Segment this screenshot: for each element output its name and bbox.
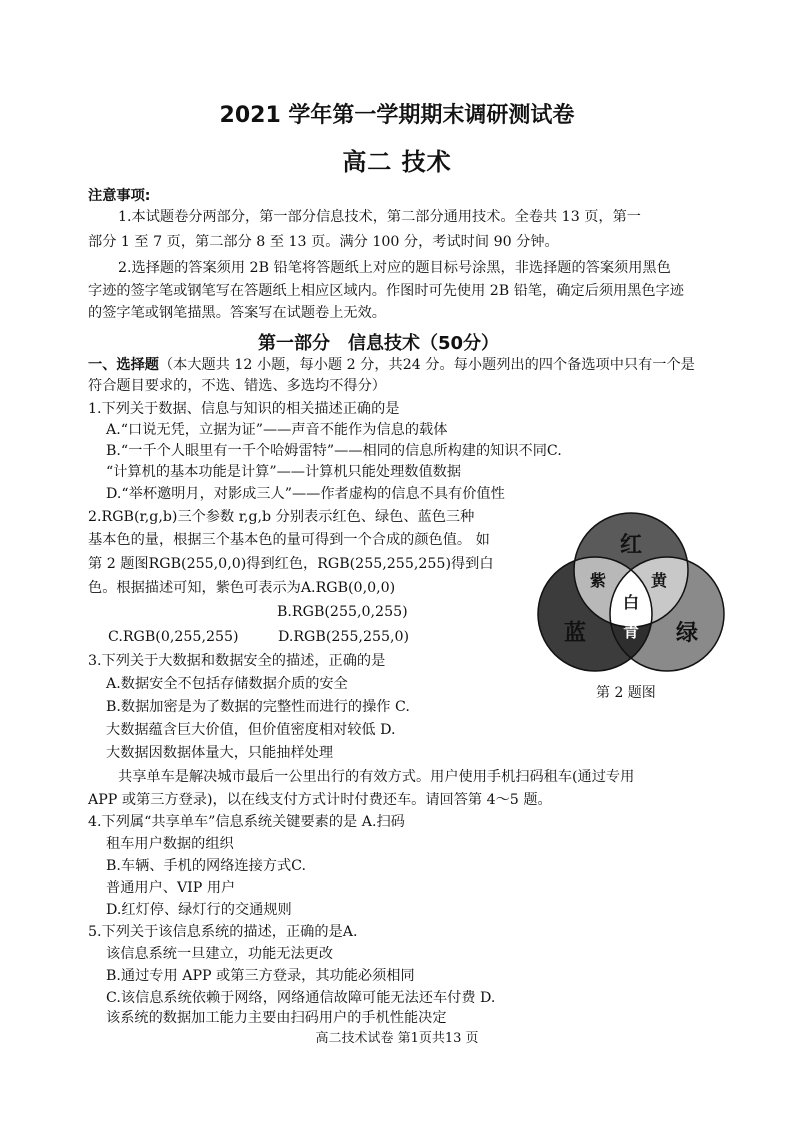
question-2-option: C.RGB(0,255,255) [108,629,239,645]
question-4-option: 租车用户数据的组织 [106,836,234,852]
question-4-option: B.车辆、手机的网络连接方式C. [106,858,307,874]
passage-line: APP 或第三方登录)，以在线支付方式计时付费还车。请回答第 4～5 题。 [88,792,552,808]
question-1-option: D.“举杯邀明月，对影成三人”——作者虚构的信息不具有价值性 [106,486,505,502]
question-3-stem: 3.下列关于大数据和数据安全的描述，正确的是 [88,653,386,669]
question-1-option: B.“一千个人眼里有一千个哈姆雷特”——相同的信息所构建的知识不同C. [106,443,562,459]
question-2-stem: 色。根据描述可知，紫色可表示为A.RGB(0,0,0) [88,580,396,596]
label-blue: 蓝 [563,621,587,646]
notice-line: 1.本试题卷分两部分，第一部分信息技术，第二部分通用技术。全卷共 13 页，第一 [118,209,641,225]
question-5-option: B.通过专用 APP 或第三方登录，其功能必须相同 [106,968,415,984]
question-2-stem: 2.RGB(r,g,b)三个参数 r,g,b 分别表示红色、绿色、蓝色三种 [88,509,475,525]
rgb-venn-figure [535,506,725,678]
label-cyan: 青 [622,622,640,641]
label-green: 绿 [675,621,699,646]
notice-line: 字迹的签字笔或钢笔写在答题纸上相应区域内。作图时可先使用 2B 铅笔，确定后须用黑色字迹 [88,283,684,299]
page-footer: 高二技术试卷 第1页共13 页 [315,1031,479,1046]
notice-line: 2.选择题的答案须用 2B 铅笔将答题纸上对应的题目标号涂黑，非选择题的答案须用黑色 [118,260,671,276]
label-yellow: 黄 [650,571,668,590]
question-5-option: C.该信息系统依赖于网络，网络通信故障可能无法还车付费 D. [106,990,496,1006]
exam-title: 2021 学年第一学期期末调研测试卷 [219,103,575,128]
question-5-option: 该系统的数据加工能力主要由扫码用户的手机性能决定 [106,1010,447,1026]
question-1-option: “计算机的基本功能是计算”——计算机只能处理数值数据 [106,464,462,480]
notice-line: 的签字笔或钢笔描黑。答案写在试题卷上无效。 [88,305,386,321]
figure-caption: 第 2 题图 [596,685,656,701]
question-2-option: B.RGB(255,0,255) [277,604,408,620]
question-4-stem: 4.下列属“共享单车”信息系统关键要素的是 A.扫码 [88,814,405,830]
question-5-stem: 5.下列关于该信息系统的描述，正确的是A. [88,924,358,940]
question-2-stem: 第 2 题图RGB(255,0,0)得到红色，RGB(255,255,255)得到白 [88,556,494,572]
part-title: 第一部分 信息技术（50分） [258,333,500,354]
question-4-option: 普通用户、VIP 用户 [106,880,236,896]
question-5-option: 该信息系统一旦建立，功能无法更改 [106,946,334,962]
section-heading: 一、选择题 [88,357,159,373]
section-intro: （本大题共 12 小题，每小题 2 分，共24 分。每小题列出的四个备选项中只有一个是 [158,357,695,373]
passage-line: 共享单车是解决城市最后一公里出行的有效方式。用户使用手机扫码租车(通过专用 [118,769,635,785]
question-3-option: 大数据蕴含巨大价值，但价值密度相对较低 D. [106,722,396,738]
notice-heading: 注意事项: [88,188,151,204]
question-3-option: B.数据加密是为了数据的完整性而进行的操作 C. [106,699,410,715]
question-4-option: D.红灯停、绿灯行的交通规则 [106,902,292,918]
question-2-stem: 基本色的量，根据三个基本色的量可得到一个合成的颜色值。 如 [88,532,490,548]
label-purple: 紫 [589,571,607,590]
question-1-stem: 1.下列关于数据、信息与知识的相关描述正确的是 [88,401,400,417]
exam-subtitle: 高二 技术 [342,148,452,176]
notice-line: 部分 1 至 7 页，第二部分 8 至 13 页。满分 100 分，考试时间 90 分钟。 [88,234,559,250]
section-header [88,355,695,375]
label-white: 白 [622,593,640,612]
question-2-option: D.RGB(255,255,0) [278,629,410,645]
question-3-option: 大数据因数据体量大，只能抽样处理 [106,745,334,761]
question-1-option: A.“口说无凭，立据为证”——声音不能作为信息的载体 [106,422,448,438]
section-intro-cont: 符合题目要求的，不选、错选、多选均不得分） [88,378,386,394]
question-3-option: A.数据安全不包括存储数据介质的安全 [106,676,348,692]
label-red: 红 [619,533,643,558]
